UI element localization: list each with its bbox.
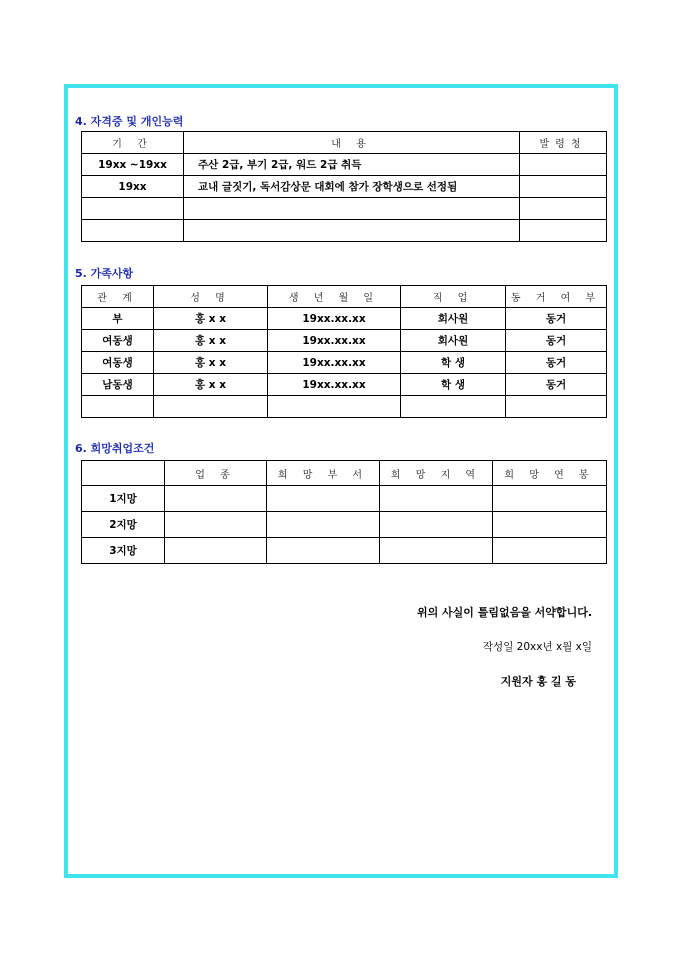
family-birthdate: 19xx.xx.xx [268,374,401,396]
header-region: 희 망 지 역 [380,461,493,486]
preference-rank: 2지망 [82,512,165,538]
pref-department [267,486,380,512]
pref-industry [165,538,267,564]
pref-region [380,486,493,512]
cert-issuer [520,220,607,242]
family-relation [82,396,154,418]
cert-issuer [520,198,607,220]
cert-period [82,220,184,242]
pledge-statement: 위의 사실이 틀림없음을 서약합니다. [416,606,592,619]
table-row [82,330,607,352]
pref-department [267,512,380,538]
family-cohabitation: 동거 [506,352,607,374]
table-row [82,538,607,564]
table-row [82,486,607,512]
header-issuer: 발령청 [520,132,607,154]
pref-region [380,512,493,538]
family-cohabitation: 동거 [506,330,607,352]
family-name: 홍 x x [154,330,268,352]
table-row [82,198,607,220]
section-title-certificates: 4. 자격증 및 개인능력 [75,115,184,128]
cert-content [184,198,520,220]
pref-industry [165,512,267,538]
family-cohabitation: 동거 [506,308,607,330]
header-industry: 업 종 [165,461,267,486]
pref-region [380,538,493,564]
family-table [81,285,607,418]
header-name: 성 명 [154,286,268,308]
header-period: 기 간 [82,132,184,154]
header-blank [82,461,165,486]
header-birthdate: 생 년 월 일 [268,286,401,308]
family-occupation [401,396,506,418]
table-row [82,352,607,374]
section-title-family: 5. 가족사항 [75,267,134,280]
pref-salary [493,512,607,538]
pref-salary [493,538,607,564]
family-name: 홍 x x [154,374,268,396]
header-cohabitation: 동 거 여 부 [506,286,607,308]
family-relation: 여동생 [82,330,154,352]
family-cohabitation: 동거 [506,374,607,396]
table-row [82,396,607,418]
table-row [82,308,607,330]
table-row [82,176,607,198]
family-name: 홍 x x [154,352,268,374]
family-birthdate: 19xx.xx.xx [268,352,401,374]
pref-salary [493,486,607,512]
header-department: 희 망 부 서 [267,461,380,486]
cert-issuer [520,176,607,198]
family-relation: 부 [82,308,154,330]
table-row [82,220,607,242]
family-relation: 여동생 [82,352,154,374]
header-content: 내 용 [184,132,520,154]
cert-period: 19xx ~19xx [82,154,184,176]
employment-table [81,460,607,564]
table-row [82,374,607,396]
pref-industry [165,486,267,512]
family-relation: 남동생 [82,374,154,396]
preference-rank: 1지망 [82,486,165,512]
family-occupation: 학 생 [401,352,506,374]
applicant-signature: 지원자 홍 길 동 [500,675,576,688]
preference-rank: 3지망 [82,538,165,564]
cert-content [184,220,520,242]
section-title-employment: 6. 희망취업조건 [75,442,155,455]
header-occupation: 직 업 [401,286,506,308]
family-birthdate: 19xx.xx.xx [268,308,401,330]
cert-period [82,198,184,220]
written-date: 작성일 20xx년 x월 x일 [482,641,592,653]
cert-period: 19xx [82,176,184,198]
family-birthdate: 19xx.xx.xx [268,330,401,352]
family-occupation: 회사원 [401,308,506,330]
family-cohabitation [506,396,607,418]
cert-content: 주산 2급, 부기 2급, 워드 2급 취득 [184,154,520,176]
cert-content: 교내 글짓기, 독서감상문 대회에 참가 장학생으로 선정됨 [184,176,520,198]
family-birthdate [268,396,401,418]
family-occupation: 회사원 [401,330,506,352]
header-relation: 관 계 [82,286,154,308]
certificates-table [81,131,607,242]
family-occupation: 학 생 [401,374,506,396]
table-row [82,512,607,538]
pref-department [267,538,380,564]
table-row [82,154,607,176]
header-salary: 희 망 연 봉 [493,461,607,486]
family-name: 홍 x x [154,308,268,330]
cert-issuer [520,154,607,176]
family-name [154,396,268,418]
